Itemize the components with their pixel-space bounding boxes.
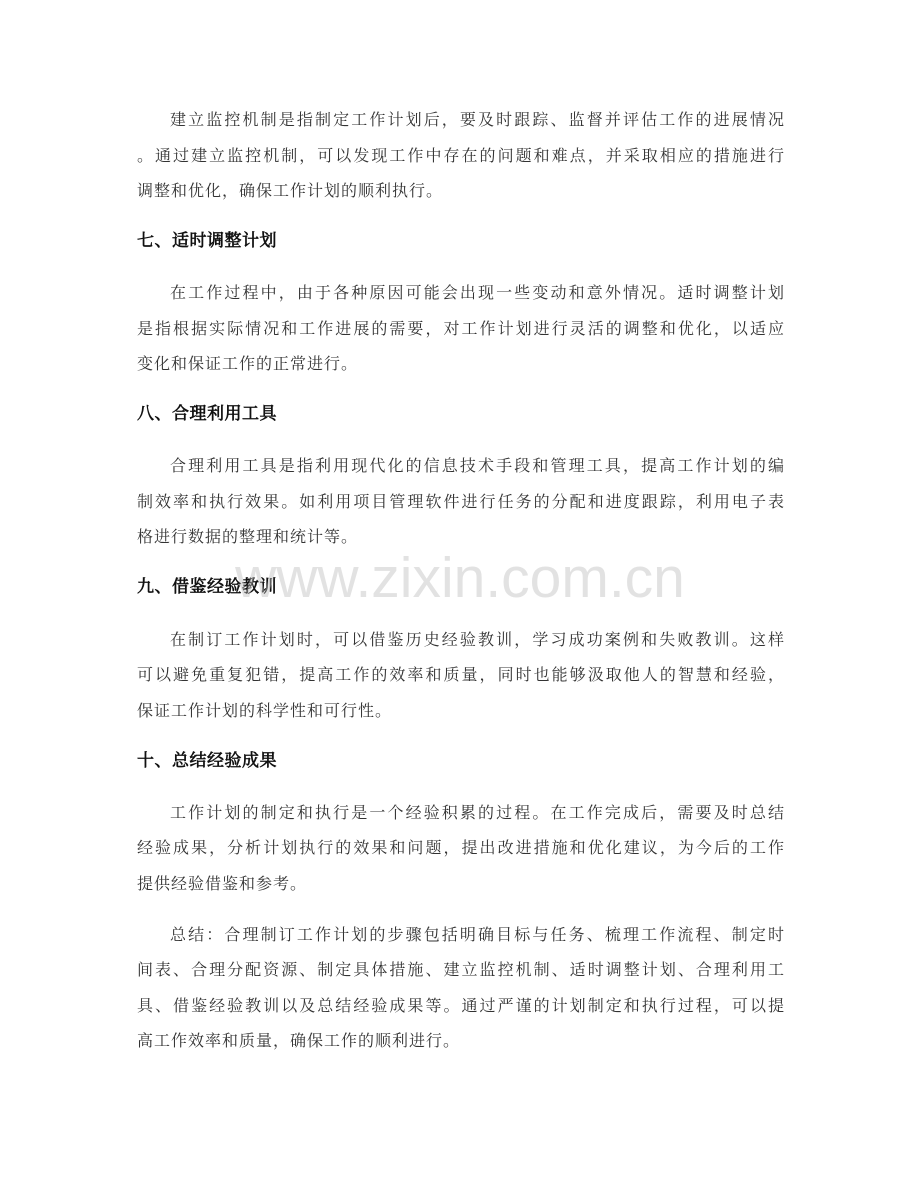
paragraph-line: 。通过建立监控机制，可以发现工作中存在的问题和难点，并采取相应的措施进行 [137,145,785,165]
watermark: www.zixin.com.cn [235,546,685,610]
paragraph-line: 工作计划的制定和执行是一个经验积累的过程。在工作完成后，需要及时总结 [170,802,785,822]
paragraph-line: 可以避免重复犯错，提高工作的效率和质量，同时也能够汲取他人的智慧和经验， [137,665,785,685]
section-paragraph-7 [137,275,785,382]
summary-paragraph [137,917,785,1059]
paragraph-line: 在制订工作计划时，可以借鉴历史经验教训，学习成功案例和失败教训。这样 [170,629,785,649]
section-paragraph-9 [137,622,785,729]
intro-paragraph [137,102,785,209]
paragraph-line: 经验成果，分析计划执行的效果和问题，提出改进措施和优化建议，为今后的工作 [137,838,785,858]
paragraph-line: 总结：合理制订工作计划的步骤包括明确目标与任务、梳理工作流程、制定时 [170,924,785,944]
paragraph-line: 格进行数据的整理和统计等。 [137,527,359,547]
section-paragraph-8 [137,448,785,555]
paragraph-line: 变化和保证工作的正常进行。 [137,354,359,374]
paragraph-line: 合理利用工具是指利用现代化的信息技术手段和管理工具，提高工作计划的编 [170,456,785,476]
section-heading-7: 七、适时调整计划 [137,231,277,252]
paragraph-line: 建立监控机制是指制定工作计划后，要及时跟踪、监督并评估工作的进展情况 [170,110,785,129]
section-heading-9: 九、借鉴经验教训 [137,577,277,598]
section-paragraph-10 [137,795,785,902]
paragraph-line: 制效率和执行效果。如利用项目管理软件进行任务的分配和进度跟踪，利用电子表 [137,491,785,511]
paragraph-line: 调整和优化，确保工作计划的顺利执行。 [137,181,444,200]
section-heading-8: 八、合理利用工具 [137,404,277,425]
paragraph-line: 高工作效率和质量，确保工作的顺利进行。 [137,1031,461,1051]
section-heading-10: 十、总结经验成果 [137,750,277,771]
document-body [137,102,785,1074]
paragraph-line: 具、借鉴经验教训以及总结经验成果等。通过严谨的计划制定和执行过程，可以提 [137,995,785,1015]
paragraph-line: 在工作过程中，由于各种原因可能会出现一些变动和意外情况。适时调整计划 [170,283,785,303]
paragraph-line: 保证工作计划的科学性和可行性。 [137,700,393,720]
paragraph-line: 是指根据实际情况和工作进展的需要，对工作计划进行灵活的调整和优化，以适应 [137,318,785,338]
paragraph-line: 提供经验借鉴和参考。 [137,873,308,893]
paragraph-line: 间表、合理分配资源、制定具体措施、建立监控机制、适时调整计划、合理利用工 [137,960,785,980]
